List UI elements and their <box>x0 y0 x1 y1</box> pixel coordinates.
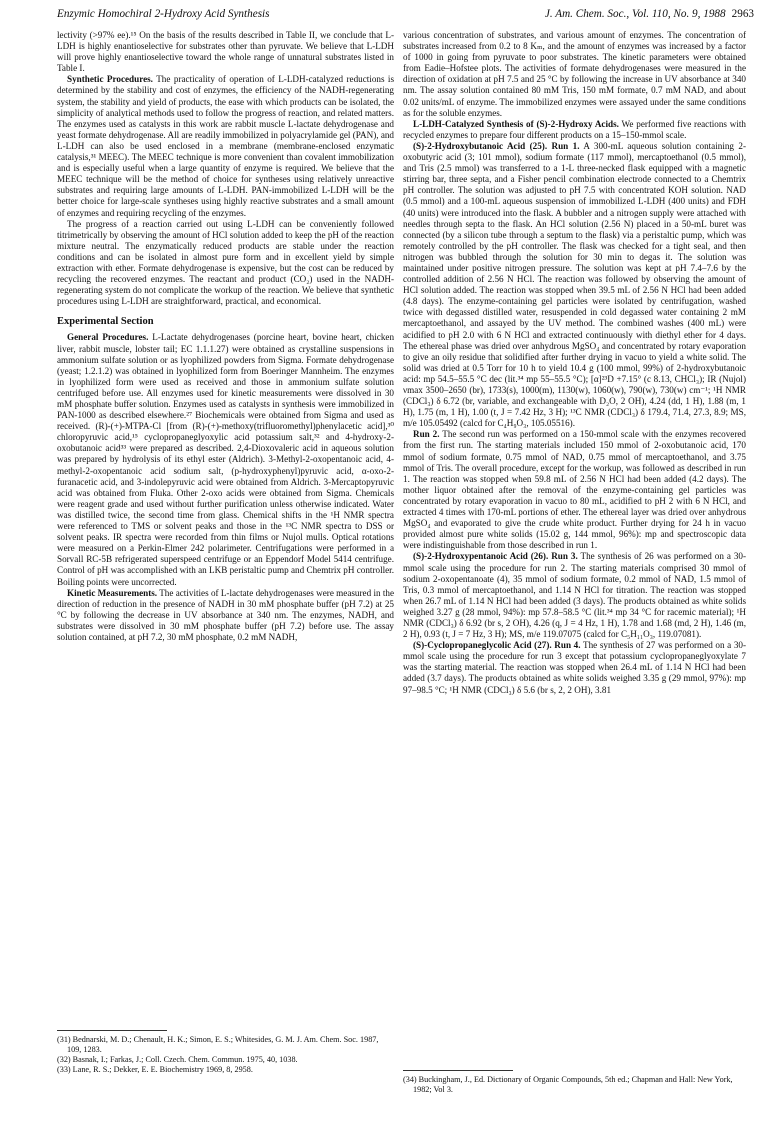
run-in-heading: (S)-Cyclopropaneglycolic Acid (27). Run 4. <box>413 640 581 651</box>
run-in-heading: (S)-2-Hydroxybutanoic Acid (25). Run 1. <box>413 140 580 151</box>
paragraph-body: We performed five reactions with recycled enzymes to prepare four different products on a 15–150-mmol scale. <box>403 118 746 140</box>
footnote-rule <box>57 1030 167 1031</box>
page-number: 2963 <box>731 8 754 20</box>
paragraph-body: The activities of L-lactate dehydrogenases were measured in the direction of reduction in the presence of NADH in 30 mM phosphate buffer (pH 7.2) at 25 °C by following the decrease in UV absorbance at 340 nm. The enzymes, NADH, and substrates were dissolved in 30 mM phosphate buffer (pH 7.2) before use. The assay solution contained, at pH 7.2, 30 mM phosphate, 0.2 mM NADH, <box>57 587 394 642</box>
journal-citation <box>545 8 754 20</box>
paragraph-body: The second run was performed on a 150-mmol scale with the enzymes recovered from the first run. The starting materials included 150 mmol of 2-oxobutanoic acid, 170 mmol of sodium formate, 0.75 mmol of NAD, 0.75 mmol of mercaptoethanol, and 3.75 mmol of Tris. The overall procedure, except for the workup, was followed as described in run 1. The reaction was stopped when 59.8 mL of 2.56 N HCl had been added (4.2 days). The mother liquor obtained after the removal of the enzyme-containing gel particles was concentrated by rotary evaporation in vacuo to 80 mL, acidified to pH 2 with 6 N HCl, and extracted 4 times with 170-mL portions of ether. The ethereal layer was dried over anhydrous MgSO₄ and evaporated to give the crude white product. Further drying for 24 h in vacuo provided almost pure white solids (15.02 g, 144 mmol, 96%): mp and spectroscopic data were indistinguishable from those described in run 1. <box>403 429 746 551</box>
right-column <box>403 30 746 696</box>
paragraph <box>403 551 746 640</box>
run-in-heading: (S)-2-Hydroxypentanoic Acid (26). Run 3. <box>413 551 578 562</box>
paragraph: lectivity (>97% ee).¹⁵ On the basis of the results described in Table II, we conclude that L-LDH is highly enantioselective for substrates other than pyruvate. We believe that L-LDH will prove highly enantioselective toward the whole range of unnatural substrates listed in Table I. <box>57 30 394 74</box>
run-in-heading: Kinetic Measurements. <box>67 587 158 598</box>
paragraph: The progress of a reaction carried out using L-LDH can be conveniently followed titrimetrically by observing the amount of HCl solution added to keep the pH of the reaction mixture neutral. The enzymatically reduced products are stable under the reaction conditions and can be isolated in almost pure form and in excellent yield by simple extraction with ether. Formate dehydrogenase is expensive, but the cost can be reduced by recycling the recovered enzymes. The reactant and product (CO₂) used in the NADH-regenerating system do not complicate the workup of the reaction. We believe that synthetic procedures using L-LDH are straightforward, practical, and economical. <box>57 218 394 307</box>
footnote: (33) Lane, R. S.; Dekker, E. E. Biochemistry 1969, 8, 2958. <box>57 1065 253 1074</box>
run-in-heading: General Procedures. <box>67 332 149 343</box>
footnote: (32) Basnak, I.; Farkas, J.; Coll. Czech. Chem. Commun. 1975, 40, 1038. <box>57 1055 298 1064</box>
running-title: Enzymic Homochiral 2-Hydroxy Acid Synthesis <box>57 8 270 20</box>
footnote-rule <box>403 1070 513 1071</box>
paragraph <box>57 332 394 587</box>
paragraph-body: A 300-mL aqueous solution containing 2-oxobutyric acid (3; 101 mmol), sodium formate (117 mmol), mercaptoethanol (0.5 mmol), and Tris (2.5 mmol) was transferred to a 1-L three-necked flask equipped with a magnetic stirring bar, three septa, and a Fisher pencil combination electrode connected to a Chemtrix pH controller. The solution was adjusted to pH 7.5 with concentrated KOH solution. NAD (0.5 mmol) and a 100-mL aqueous suspension of immobilized L-LDH (400 units) and FDH (40 units) were introduced into the flask. A bubbler and a nitrogen supply were attached with needles through septa to the flask. An HCl solution (2.56 N) placed in a 50-mL buret was connected (by a silicon tube through a septum to the flask) via a peristaltic pump, which was remotely controlled by the pH controller. The flask was checked for a tight seal, and then nitrogen was bubbled through the solution for 30 min to degas it. The solution was maintained under positive nitrogen pressure. The solution was kept at pH 7.4–7.6 by the controlled addition of 2.56 N HCl. The reaction was followed by observing the amount of HCl solution added. The reaction was stopped when 39.5 mL of 2.56 N HCl had been added (4.8 days). The enzyme-containing gel particles were isolated by centrifugation, washed twice with degassed distilled water, resuspended in cold degassed water containing 2 mM mercaptoethanol, and assayed by the UV method. The combined washes (400 mL) were acidified to pH 2.0 with 6 N HCl and extracted continuously with diethyl ether for 4 days. The ethereal phase was dried over anhydrous MgSO₄ and concentrated by rotary evaporation to give an oily residue that solidified after further drying in vacuo to yield a white solid. The solid was dried at 0.5 Torr for 10 h to yield 10.4 g (100 mmol, 99%) of 2-hydroxybutanoic acid: mp 54.5–55.5 °C dec (lit.³⁴ mp 55–55.5 °C); [α]²³D +7.15° (c 8.13, CHCl₃); IR (Nujol) νmax 3500–2650 (br), 1733(s), 1000(m), 1130(w), 1060(w), 790(w), 730(w) cm⁻¹; ¹H NMR (CDCl₃) δ 6.72 (br, variable, and exchangeable with D₂O, 2 OH), 4.24 (dd, 1 H), 1.88 (m, 1 H), 1.75 (m, 1 H), 1.00 (t, J = 7.42 Hz, 3 H); ¹³C NMR (CDCl₃) δ 179.4, 71.4, 27.3, 8.9; MS, m/e 105.05492 (calcd for C₄H₉O₃, 105.05516). <box>403 140 746 429</box>
footnotes-left <box>57 1030 394 1075</box>
run-in-heading: L-LDH-Catalyzed Synthesis of (S)-2-Hydroxy Acids. <box>413 118 619 129</box>
paragraph: various concentration of substrates, and various amount of enzymes. The concentration of substrates increased from 0.2 to 8 Kₘ, and the amount of enzymes was increased by a factor of 1000 in going from pyruvate to poor substrates. The kinetic parameters were obtained from Eadie–Hofstee plots. The activities of formate dehydrogenases were measured in the direction of oxidation at pH 7.5 and 25 °C by following the increase in UV absorbance at 340 nm. The assay solution contained 80 mM Tris, 150 mM formate, 0.7 mM NAD, and about 0.02 units/mL of enzyme. The immobilized enzymes were assayed under the same conditions as for the soluble enzymes. <box>403 30 746 118</box>
paragraph <box>57 588 394 643</box>
run-in-heading: Synthetic Procedures. <box>67 74 153 85</box>
left-column <box>57 30 394 643</box>
paragraph <box>403 429 746 551</box>
paragraph-body: The practicality of operation of L-LDH-catalyzed reductions is determined by the stability and cost of enzymes, the efficiency of the NADH-regenerating system, the stability and yield of products, the ease with which products can be isolated, the simplicity of analytical methods used to follow the progress of reaction, and related matters. The enzymes used as catalysts in this work are rabbit muscle L-lactate dehydrogenase and yeast formate dehydrogenase. All are readily immobilized in polyacrylamide gel (PAN), and L-LDH can also be used enclosed in a membrane (membrane-enclosed enzymatic catalysis,³¹ MEEC). The MEEC technique is more convenient than covalent immobilization and is especially useful when a large quantity of enzyme is required. We believe that the MEEC technique will be the method of choice for syntheses using relatively unreactive substrates and requiring large amounts of L-LDH. PAN-immobilized L-LDH will be the better choice for large-scale syntheses using highly reactive substrates and a small amount of enzymes and requiring recycling of the enzymes. <box>57 74 394 218</box>
section-heading: Experimental Section <box>57 316 154 328</box>
running-header <box>57 8 754 28</box>
footnotes-right <box>403 1070 746 1095</box>
paragraph-body: The synthesis of 26 was performed on a 30-mmol scale using the procedure for run 2. The starting materials comprised 30 mmol of sodium 2-oxopentanoate (4), 35 mmol of sodium formate, 0.2 mmol of NAD, 1.5 mmol of Tris, 0.3 mmol of mercaptoethanol, and 1.14 N HCl for titration. The reaction was stopped when 26.7 mL of 1.14 N HCl had been added (3 days). The products obtained as white solids weighed 3.27 g (28 mmol, 94%): mp 57.8–58.5 °C (lit.³⁴ mp 34 °C for racemic material); ¹H NMR (CDCl₃) δ 6.92 (br s, 2 OH), 4.26 (q, J = 4 Hz, 1 H), 1.78 and 1.68 (md, 2 H), 1.46 (m, 2 H), 0.93 (t, J = 7 Hz, 3 H); MS, m/e 119.07075 (calcd for C₅H₁₁O₃, 119.07081). <box>403 551 747 640</box>
footnote: (31) Bednarski, M. D.; Chenault, H. K.; Simon, E. S.; Whitesides, G. M. J. Am. Chem. Soc. 1987, 109, 1283. <box>57 1035 379 1054</box>
paragraph <box>57 74 394 218</box>
paragraph <box>403 640 746 695</box>
run-in-heading: Run 2. <box>413 429 440 440</box>
paragraph <box>403 141 746 429</box>
footnote: (34) Buckingham, J., Ed. Dictionary of Organic Compounds, 5th ed.; Chapman and Hall: New York, 1982; Vol 3. <box>403 1075 733 1094</box>
journal-name: J. Am. Chem. Soc., Vol. 110, No. 9, 1988 <box>544 8 726 20</box>
paragraph-body: L-Lactate dehydrogenases (porcine heart, bovine heart, chicken liver, rabbit muscle, lobster tail; EC 1.1.1.27) were obtained as crystalline suspensions in ammonium sulfate solution or as lyophilized powders from Sigma. Formate dehydrogenase (yeast; 1.2.1.2) was obtained in lyophilized form from Boeringer Mannheim. The enzymes in lyophilized form were used as received and those in ammonium sulfate solution centrifuged before use. All enzymes used for kinetic measurements were dissolved in 30 mM phosphate buffer solution. Enzymes used as catalysts in synthesis were immobilized in PAN-1000 as described elsewhere.²⁷ Biochemicals were obtained from Sigma and used as received. (R)-(+)-MTPA-Cl [from (R)-(+)-methoxy(trifluoromethyl)phenylacetic acid],³⁰ chloropyruvic acid,¹⁵ cyclopropaneglyoxylic acid potassium salt,³² and 4-hydroxy-2-oxobutanoic acid³³ were prepared as described. 2,4-Dioxovaleric acid in aqueous solution was prepared by hydrolysis of its ethyl ester (Aldrich). 3-Methyl-2-oxopentanoic acid, 4-methyl-2-oxopentanoic acid sodium salt, (p-hydroxyphenyl)pyruvic acid, α-oxo-2-furanacetic acid, and 3-indolepyruvic acid were obtained from Aldrich. 3-Mercaptopyruvic acid was obtained from Fluka. Other 2-oxo acids were obtained from Sigma. Chemicals were reagent grade and used without further purification unless otherwise indicated. Water was distilled twice, the second time from glass. Chemical shifts in the ¹H NMR spectra were referenced to TMS or solvent peaks and those in the ¹³C NMR spectra to DSS or solvent peaks. IR spectra were recorded from thin films or Nujol mulls. Optical rotations were measured on a Perkin-Elmer 242 polarimeter. Centrifugations were performed in a Sorvall RC-5B refrigerated superspeed centrifuge or an Eppendorf Model 5414 centrifuge. Control of pH was accomplished with an LKB peristaltic pump and Chemtrix pH controller. Boiling points were uncorrected. <box>57 332 395 587</box>
paragraph <box>403 119 746 141</box>
paragraph-body: The synthesis of 27 was performed on a 30-mmol scale using the procedure for run 3 except that potassium cyclopropaneglyoxylate 7 was the starting material. The reaction was stopped when 26.4 mL of 1.14 N HCl had been added (3.7 days). The products obtained as white solids weighed 3.35 g (29 mmol, 97%): mp 97–98.5 °C; ¹H NMR (CDCl₃) δ 5.6 (br s, 2, 2 OH), 3.81 <box>403 640 747 695</box>
